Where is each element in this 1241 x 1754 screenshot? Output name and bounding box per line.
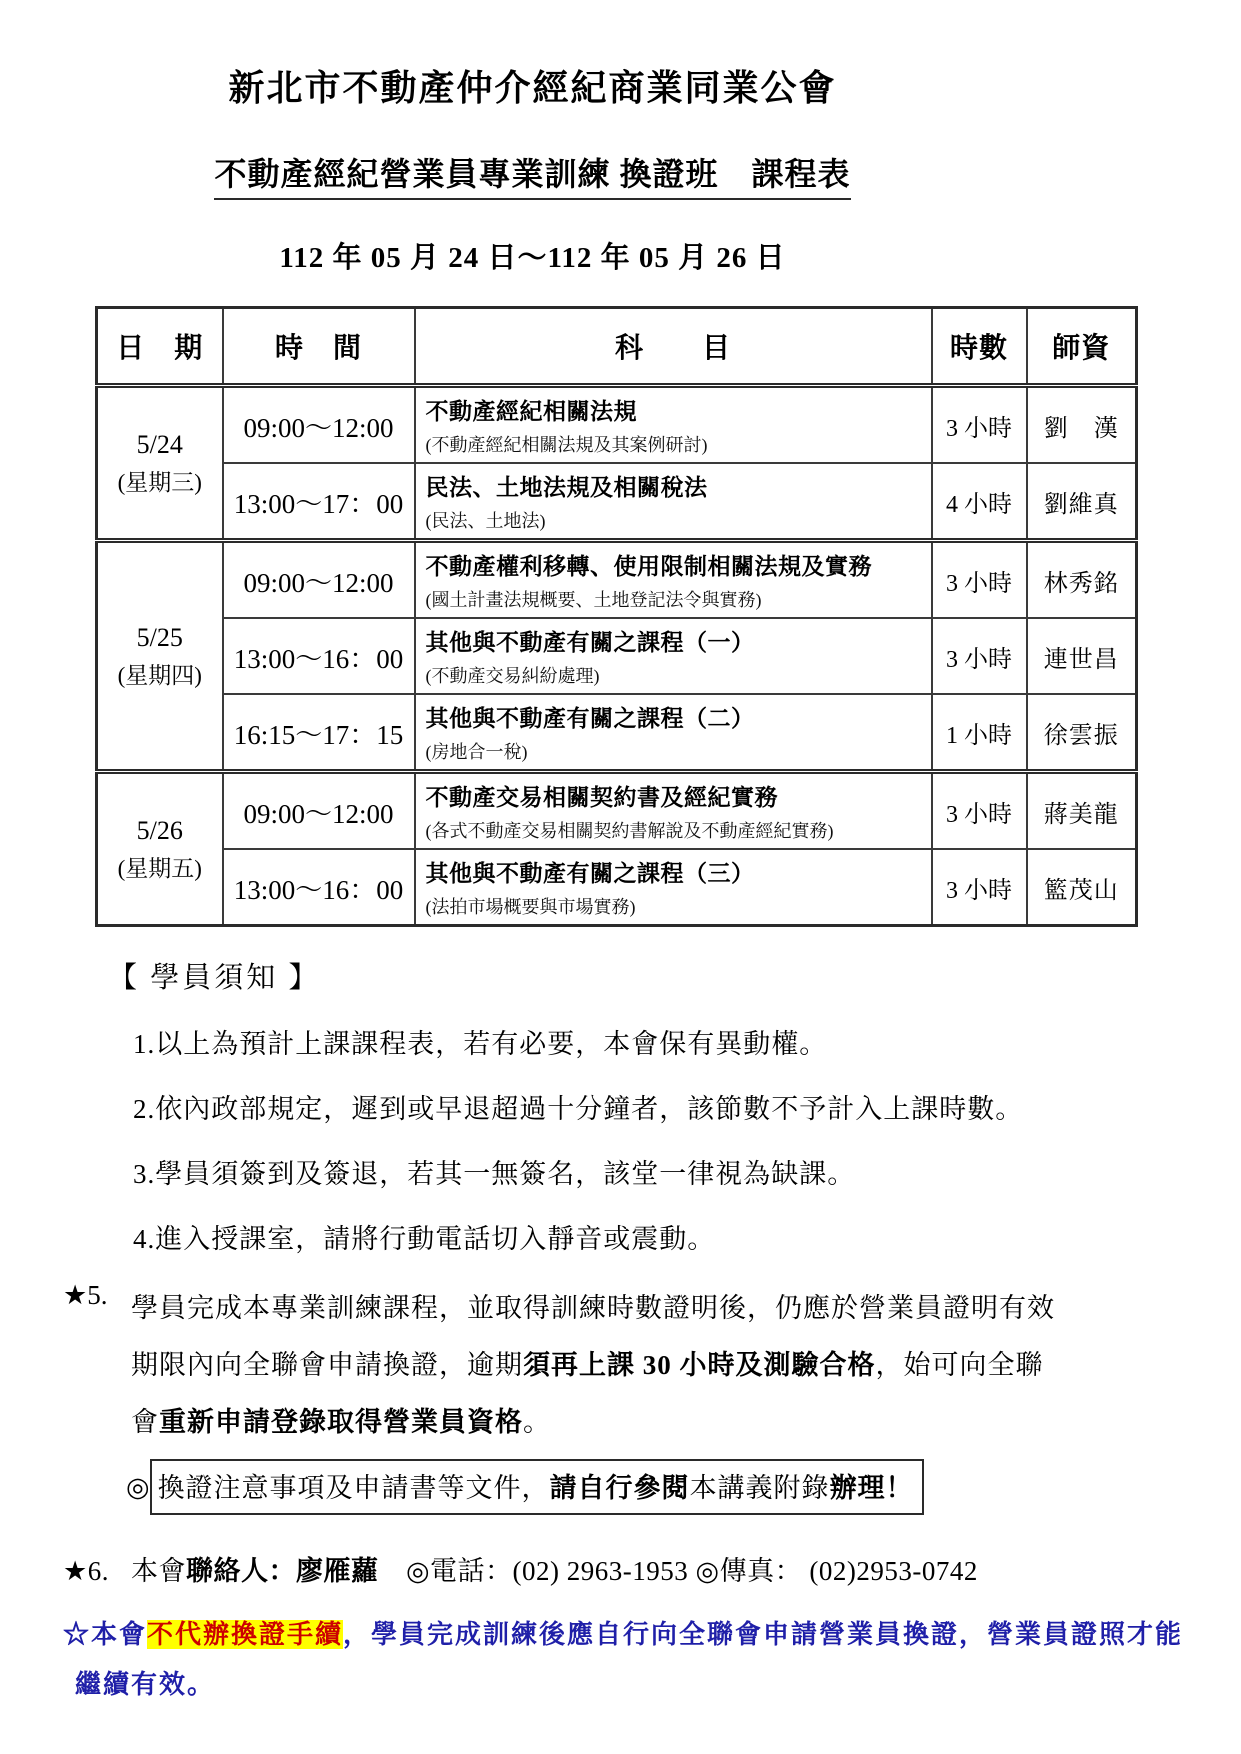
subject-cell [415,463,932,541]
subject-note: (不動產經紀相關法規及其案例研討) [425,435,708,455]
weekday-label: (星期四) [117,662,202,688]
subject-note: (房地合一稅) [425,742,528,762]
text-segment: 學員完成本專業訓練課程，並取得訓練時數證明後，仍應於營業員證明有效 [131,1293,1055,1323]
time-cell: 09:00～12:00 [223,772,415,850]
time-cell: 09:00～12:00 [223,541,415,619]
notice-item-3: 3.學員須簽到及簽退，若其一無簽名，該堂一律視為缺課。 [133,1159,856,1189]
text-segment: 繼續有效。 [75,1670,216,1699]
notice-item-4: 4.進入授課室，請將行動電話切入靜音或震動。 [133,1224,716,1254]
subject-title: 不動產權利移轉、使用限制相關法規及實務 [425,554,872,579]
text-segment: ◎電話：(02) 2963-1953 ◎傳真： (02)2953-0742 [378,1556,978,1586]
subject-note: (法拍市場概要與市場實務) [425,897,636,917]
date-label: 5/25 [136,622,183,652]
hours-cell: 3 小時 [932,386,1027,464]
footer-warning [63,1618,1203,1702]
subject-title: 不動產交易相關契約書及經紀實務 [425,785,778,810]
hours-cell: 3 小時 [932,772,1027,850]
column-header-3: 時數 [932,308,1027,386]
text-segment: 會 [131,1407,159,1437]
notice-item-5-line [131,1280,1055,1337]
date-cell [97,386,223,541]
text-segment: 請自行參閱 [549,1473,690,1503]
time-cell: 13:00～17：00 [223,463,415,541]
student-notice-section [63,955,1203,1702]
subject-cell [415,772,932,850]
subject-cell [415,618,932,694]
text-segment: 聯絡人：廖雁蘿 [186,1556,379,1586]
subject-note: (民法、土地法) [425,511,546,531]
page-subtitle-text: 不動產經紀營業員專業訓練 換證班 課程表 [214,156,850,200]
text-segment: 換證注意事項及申請書等文件， [157,1473,550,1503]
subject-title: 民法、土地法規及相關稅法 [425,475,708,500]
text-segment: 本講義附錄 [689,1473,830,1503]
time-cell: 13:00～16：00 [223,618,415,694]
subject-cell [415,541,932,619]
star-marker-5: ★5. [63,1280,108,1310]
notice-item-5-line [131,1337,1055,1394]
notice-item-2: 2.依內政部規定，遲到或早退超過十分鐘者，該節數不予計入上課時數。 [133,1094,1024,1124]
subject-title: 其他與不動產有關之課程（二） [425,706,755,731]
subject-note: (各式不動產交易相關契約書解說及不動產經紀實務) [425,821,834,841]
hours-cell: 3 小時 [932,541,1027,619]
teacher-cell: 連世昌 [1027,618,1137,694]
subject-title: 其他與不動產有關之課程（一） [425,630,755,655]
date-label: 5/26 [136,815,183,845]
course-row [97,463,1137,541]
page-subtitle [10,149,1055,195]
hours-cell: 3 小時 [932,618,1027,694]
course-row [97,618,1137,694]
time-cell: 13:00～16：00 [223,849,415,926]
text-segment: ☆本會 [63,1620,148,1649]
course-row [97,694,1137,772]
column-header-0: 日 期 [97,308,223,386]
course-row [97,386,1137,464]
table-header-row [97,308,1137,386]
teacher-cell: 徐雲振 [1027,694,1137,772]
date-label: 5/24 [136,429,183,459]
subject-title: 其他與不動產有關之課程（三） [425,861,755,886]
boxed-note-text [150,1459,924,1515]
boxed-note [126,1459,1203,1515]
weekday-label: (星期三) [117,469,202,495]
subject-cell [415,694,932,772]
course-row [97,772,1137,850]
notice-item-5-line [131,1394,1055,1451]
hours-cell: 1 小時 [932,694,1027,772]
column-header-2: 科 目 [415,308,932,386]
page-title: 新北市不動產仲介經紀商業同業公會 [228,68,837,108]
notice-item-5-text [131,1280,1055,1451]
hours-cell: 3 小時 [932,849,1027,926]
teacher-cell: 蔣美龍 [1027,772,1137,850]
teacher-cell: 劉維真 [1027,463,1137,541]
subject-cell [415,386,932,464]
column-header-1: 時 間 [223,308,415,386]
contact-line [131,1549,978,1588]
text-segment: 重新申請登錄取得營業員資格 [159,1407,523,1437]
footer-warning-line [63,1618,1203,1652]
teacher-cell: 林秀銘 [1027,541,1137,619]
text-segment: 不代辦換證手續 [147,1620,344,1649]
subject-title: 不動產經紀相關法規 [425,399,637,424]
notice-heading: 【 學員須知 】 [108,962,321,994]
column-header-4: 師資 [1027,308,1137,386]
text-segment: ，始可向全聯 [875,1350,1044,1380]
date-cell [97,541,223,772]
course-row [97,849,1137,926]
notice-item-5 [63,1280,1203,1451]
star-marker-6: ★6. [63,1556,109,1586]
weekday-label: (星期五) [117,855,202,881]
course-table [95,306,1138,927]
subject-cell [415,849,932,926]
time-cell: 16:15～17：15 [223,694,415,772]
notice-item-1: 1.以上為預計上課課程表，若有必要，本會保有異動權。 [133,1029,828,1059]
boxed-note-prefix: ◎ [126,1471,150,1502]
text-segment: 辦理！ [829,1473,914,1503]
date-cell [97,772,223,926]
time-cell: 09:00～12:00 [223,386,415,464]
teacher-cell: 籃茂山 [1027,849,1137,926]
hours-cell: 4 小時 [932,463,1027,541]
text-segment: 期限內向全聯會申請換證，逾期 [131,1350,523,1380]
notice-items [63,1022,1203,1256]
subject-note: (國土計畫法規概要、土地登記法令與實務) [425,590,762,610]
teacher-cell: 劉 漢 [1027,386,1137,464]
subject-note: (不動產交易糾紛處理) [425,666,600,686]
text-segment: 本會 [131,1556,186,1586]
date-range: 112 年 05 月 24 日～112 年 05 月 26 日 [279,242,786,274]
title-block [10,0,1055,276]
footer-warning-line [75,1668,1203,1702]
text-segment: 須再上課 30 小時及測驗合格 [523,1350,876,1380]
text-segment: ，學員完成訓練後應自行向全聯會申請營業員換證，營業員證照才能 [343,1620,1184,1649]
course-row [97,541,1137,619]
text-segment: 。 [523,1407,551,1437]
notice-item-6 [63,1549,1203,1588]
